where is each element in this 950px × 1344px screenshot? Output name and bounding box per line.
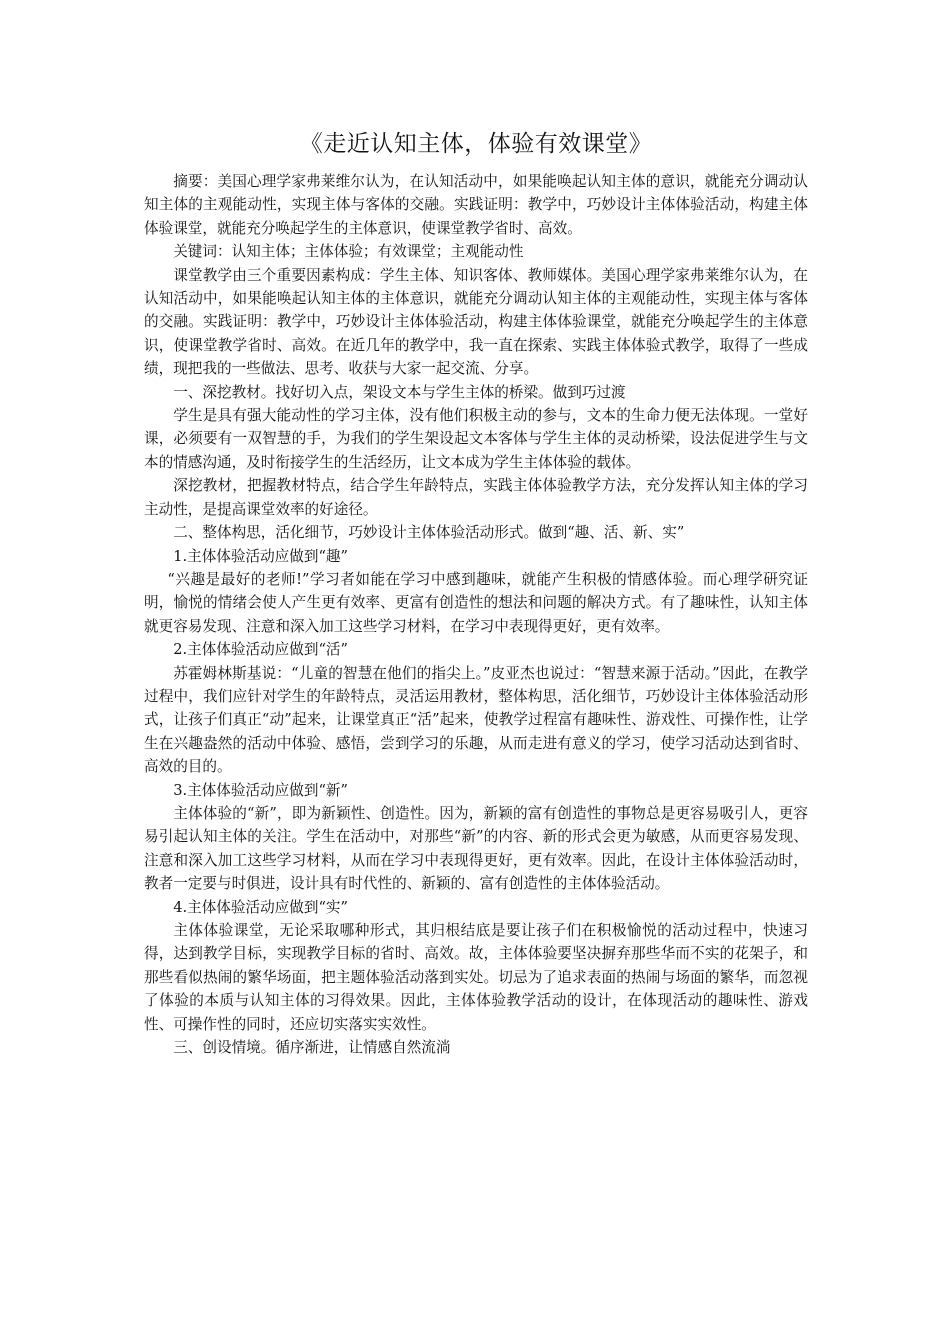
section-1-heading: 一、深挖教材。找好切入点，架设文本与学生主体的桥梁。做到巧过渡 <box>173 383 626 401</box>
section-1-paragraph-1: 学生是具有强大能动性的学习主体，没有他们积极主动的参与，文本的生命力便无法体现。一堂好课，必须要有一双智慧的手，为我们的学生架设起文本客体与学生主体的灵动桥梁，设法促进学生与文本的情感沟通，及时衔接学生的生活经历，让文本成为学生主体体验的载体。 <box>144 407 808 471</box>
keywords-line: 关键词：认知主体；主体体验；有效课堂；主观能动性 <box>173 243 524 261</box>
subsection-1-heading: 1.主体体验活动应做到“趣” <box>173 547 348 565</box>
subsection-1-paragraph: “兴趣是最好的老师!”学习者如能在学习中感到趣味，就能产生积极的情感体验。而心理学研究证明，愉悦的情绪会使人产生更有效率、更富有创造性的想法和问题的解决方式。有了趣味性，认知主体就更容易发现、注意和深入加工这些学习材料，在学习中表现得更好，更有效率。 <box>144 570 808 635</box>
subsection-2-heading: 2.主体体验活动应做到“活” <box>173 641 348 659</box>
subsection-3-paragraph: 主体体验的“新”，即为新颖性、创造性。因为，新颖的富有创造性的事物总是更容易吸引人，更容易引起认知主体的关注。学生在活动中，对那些“新”的内容、新的形式会更为敏感，从而更容易发现、注意和深入加工这些学习材料，从而在学习中表现得更好，更有效率。因此，在设计主体体验活动时，教者一定要与时俱进，设计具有时代性的、新颖的、富有创造性的主体体验活动。 <box>144 804 808 893</box>
subsection-4-heading: 4.主体体验活动应做到“实” <box>173 898 348 916</box>
subsection-4-paragraph: 主体体验课堂，无论采取哪种形式，其归根结底是要让孩子们在积极愉悦的活动过程中，快速习得，达到教学目标，实现教学目标的省时、高效。故，主体体验要坚决摒弃那些华而不实的花架子，和那些看似热闹的繁华场面，把主题体验活动落到实处。切忌为了追求表面的热闹与场面的繁华，而忽视了体验的本质与认知主体的习得效果。因此，主体体验教学活动的设计，在体现活动的趣味性、游戏性、可操作性的同时，还应切实落实实效性。 <box>144 922 808 1033</box>
document-page <box>144 128 808 1059</box>
subsection-2-paragraph: 苏霍姆林斯基说：“儿童的智慧在他们的指尖上。”皮亚杰也说过：“智慧来源于活动。”因此，在教学过程中，我们应针对学生的年龄特点，灵活运用教材，整体构思，活化细节，巧妙设计主体体验活动形式，让孩子们真正“动”起来，让课堂真正“活”起来，使教学过程富有趣味性、游戏性、可操作性，让学生在兴趣盎然的活动中体验、感悟，尝到学习的乐趣，从而走进有意义的学习，使学习活动达到省时、高效的目的。 <box>144 664 808 776</box>
abstract-paragraph: 摘要：美国心理学家弗莱维尔认为，在认知活动中，如果能唤起认知主体的意识，就能充分调动认知主体的主观能动性，实现主体与客体的交融。实践证明：教学中，巧妙设计主体体验活动，构建主体体验课堂，就能充分唤起学生的主体意识，使课堂教学省时、高效。 <box>144 173 808 237</box>
section-3-heading: 三、创设情境。循序渐进，让情感自然流淌 <box>173 1039 451 1057</box>
intro-paragraph: 课堂教学由三个重要因素构成：学生主体、知识客体、教师媒体。美国心理学家弗莱维尔认为，在认知活动中，如果能唤起认知主体的主体意识，就能充分调动认知主体的主观能动性，实现主体与客体的交融。实践证明：教学中，巧妙设计主体体验活动，构建主体体验课堂，就能充分唤起学生的主体意识，使课堂教学省时、高效。在近几年的教学中，我一直在探索、实践主体体验式教学，取得了一些成绩，现把我的一些做法、思考、收获与大家一起交流、分享。 <box>144 266 808 378</box>
subsection-3-heading: 3.主体体验活动应做到“新” <box>173 781 348 799</box>
section-1-paragraph-2: 深挖教材，把握教材特点，结合学生年龄特点，实践主体体验教学方法，充分发挥认知主体的学习主动性，是提高课堂效率的好途径。 <box>144 477 808 518</box>
section-2-heading: 二、整体构思，活化细节，巧妙设计主体体验活动形式。做到“趣、活、新、实” <box>173 524 685 542</box>
document-title: 《走近认知主体，体验有效课堂》 <box>299 131 653 157</box>
